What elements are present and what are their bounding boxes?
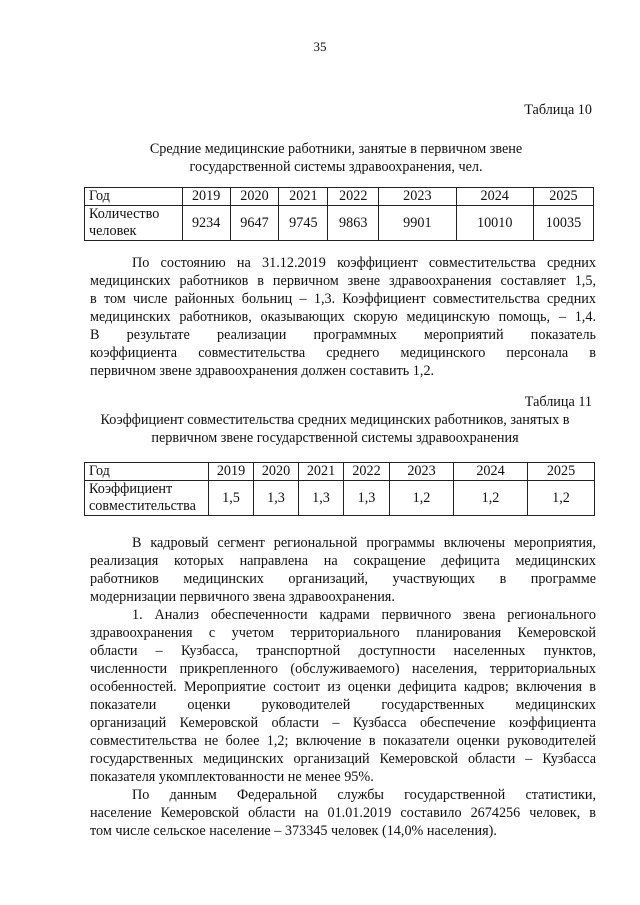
table-header-cell: 2025	[528, 463, 595, 481]
table-11-label: Таблица 11	[524, 394, 592, 410]
paragraph-line: В результате реализации программных мероприятий показатель	[90, 327, 596, 343]
table-cell: 10035	[533, 206, 593, 241]
table-header-cell: 2020	[230, 188, 279, 206]
table-cell: 1,3	[344, 481, 390, 516]
table-header-cell: 2021	[279, 188, 328, 206]
row-label-cell	[85, 206, 183, 241]
table-header-cell: 2023	[390, 463, 454, 481]
table-cell: 9901	[379, 206, 456, 241]
table-header-cell: 2024	[456, 188, 533, 206]
paragraph-line: области – Кузбасса, транспортной доступности населенных пунктов,	[90, 643, 596, 659]
paragraph-line: первичном звене здравоохранения должен составить 1,2.	[90, 363, 435, 379]
paragraph-line: По состоянию на 31.12.2019 коэффициент совместительства средних	[132, 255, 596, 271]
table-cell: 9745	[279, 206, 328, 241]
table-row	[85, 206, 594, 241]
table-cell: 10010	[456, 206, 533, 241]
paragraph-line: модернизации первичного звена здравоохранения.	[90, 589, 395, 605]
paragraph-line: том числе сельское население – 373345 человек (14,0% населения).	[90, 823, 497, 839]
table-header-cell: 2019	[209, 463, 254, 481]
table-10	[84, 187, 594, 241]
paragraph-line: показателя укомплектованности не менее 95%.	[90, 769, 374, 785]
table-cell: 1,2	[528, 481, 595, 516]
table-header-cell: 2019	[182, 188, 230, 206]
paragraph-line: население Кемеровской области на 01.01.2019 составило 2674256 человек, в	[90, 805, 596, 821]
caption-line: государственной системы здравоохранения, чел.	[189, 159, 483, 175]
table-11-caption	[70, 411, 600, 447]
table-header-cell: 2020	[254, 463, 299, 481]
paragraph-line: медицинских работников в первичном звене здравоохранения составляет 1,5,	[90, 273, 596, 289]
table-cell: 9647	[230, 206, 279, 241]
table-10-caption	[80, 140, 592, 176]
table-header-cell: 2024	[454, 463, 528, 481]
table-cell: 1,5	[209, 481, 254, 516]
paragraph-line: работников медицинских организаций, участвующих в программе	[90, 571, 596, 587]
table-11	[84, 462, 595, 516]
table-header-cell: 2023	[379, 188, 456, 206]
paragraph-line: численности прикрепленного (обслуживаемого) населения, территориальных	[90, 661, 596, 677]
caption-line: Средние медицинские работники, занятые в первичном звене	[149, 141, 523, 157]
table-10-label: Таблица 10	[524, 102, 592, 118]
paragraph-line: реализация которых направлена на сокращение дефицита медицинских	[90, 553, 596, 569]
table-header-row	[85, 463, 595, 481]
page-number: 35	[313, 39, 327, 54]
table-header-cell: 2022	[344, 463, 390, 481]
table-header-cell: Год	[85, 463, 209, 481]
paragraph-line: В кадровый сегмент региональной программы включены мероприятия,	[132, 535, 596, 551]
row-label-line: Количество	[89, 206, 160, 222]
paragraph-line: совместительства не более 1,2; включение в показатели оценки руководителей	[90, 733, 596, 749]
table-cell: 9234	[182, 206, 230, 241]
paragraph-line: медицинских работников, оказывающих скорую медицинскую помощь, – 1,4.	[90, 309, 596, 325]
table-header-row	[85, 188, 594, 206]
table-header-cell: 2025	[533, 188, 593, 206]
caption-line: Коэффициент совместительства средних медицинских работников, занятых в	[100, 412, 570, 428]
paragraph-line: По данным Федеральной службы государственной статистики,	[132, 787, 596, 803]
paragraph-line: показатели оценки руководителей государственных медицинских	[90, 697, 596, 713]
table-header-cell: 2022	[328, 188, 379, 206]
row-label-line: Коэффициент	[89, 481, 173, 497]
paragraph-line: 1. Анализ обеспеченности кадрами первичного звена регионального	[132, 607, 596, 623]
paragraph-line: особенностей. Мероприятие состоит из оценки дефицита кадров; включения в	[90, 679, 596, 695]
paragraph-line: организаций Кемеровской области – Кузбасса обеспечение коэффициента	[90, 715, 596, 731]
paragraph-line: здравоохранения с учетом территориального планирования Кемеровской	[90, 625, 596, 641]
table-cell: 1,3	[299, 481, 344, 516]
table-cell: 1,2	[390, 481, 454, 516]
row-label-cell	[85, 481, 209, 516]
table-header-cell: Год	[85, 188, 183, 206]
row-label-line: человек	[89, 223, 137, 239]
table-cell: 9863	[328, 206, 379, 241]
paragraph-line: государственных медицинских организаций Кемеровской области – Кузбасса	[90, 751, 596, 767]
paragraph-line: в том числе районных больниц – 1,3. Коэффициент совместительства средних	[90, 291, 596, 307]
table-cell: 1,3	[254, 481, 299, 516]
paragraph-line: коэффициента совместительства среднего медицинского персонала в	[90, 345, 596, 361]
table-cell: 1,2	[454, 481, 528, 516]
caption-line: первичном звене государственной системы здравоохранения	[151, 430, 519, 446]
row-label-line: совместительства	[89, 498, 196, 514]
table-row	[85, 481, 595, 516]
table-header-cell: 2021	[299, 463, 344, 481]
